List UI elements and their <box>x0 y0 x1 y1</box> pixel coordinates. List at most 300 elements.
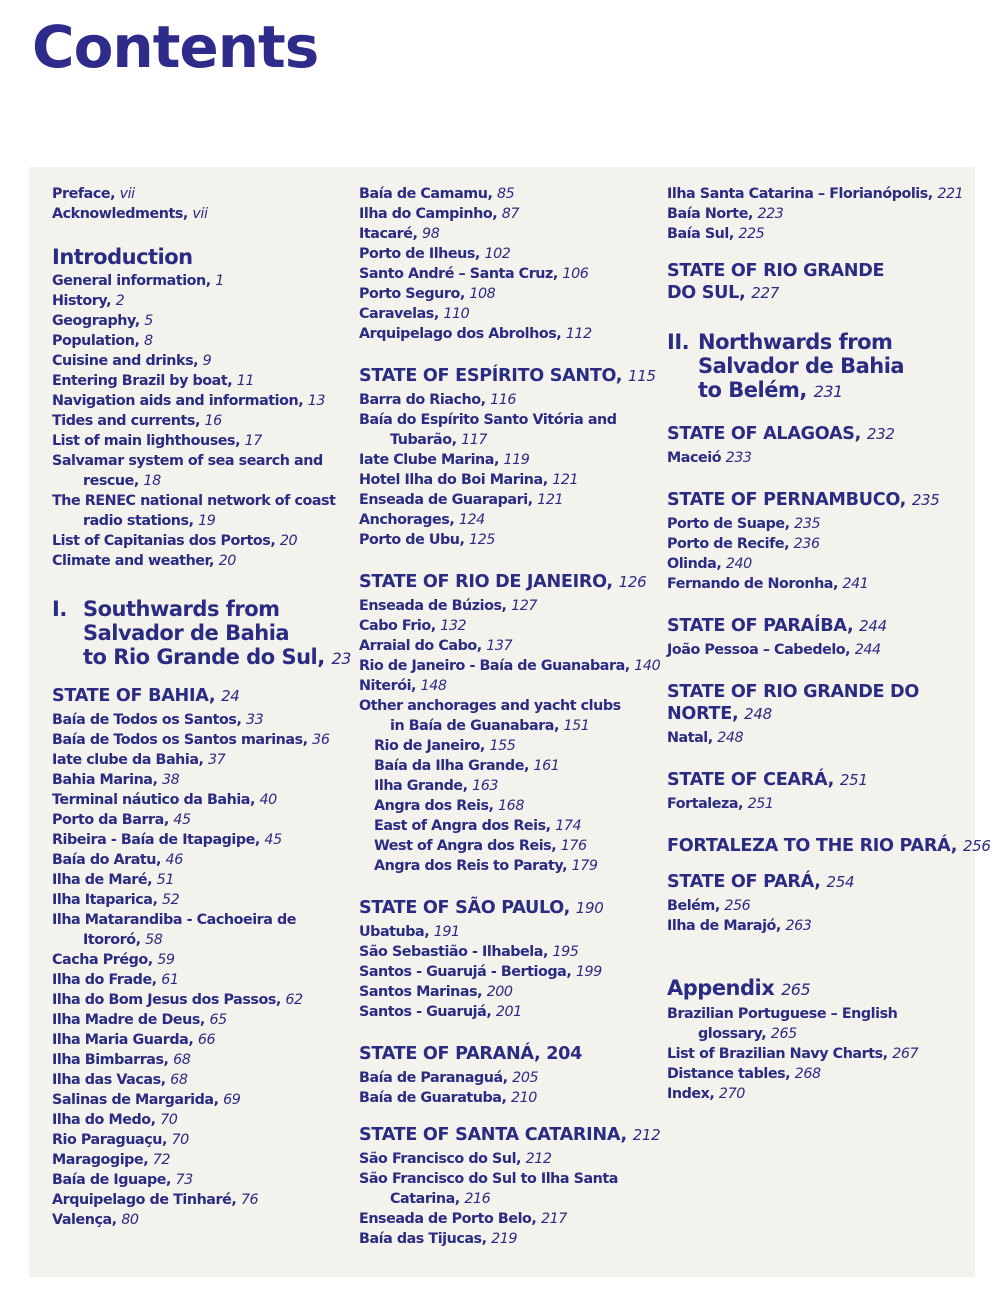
toc-column-1 <box>52 184 351 1230</box>
appendix-list <box>667 1004 957 1104</box>
toc-entry[interactable] <box>52 770 342 790</box>
pernambuco-section <box>667 489 957 594</box>
toc-page-number: 58 <box>145 932 163 948</box>
bahia-continued-list <box>359 184 649 344</box>
section-heading-parana[interactable]: STATE OF PARANÁ, 204 <box>359 1044 583 1064</box>
toc-entry[interactable] <box>359 1209 649 1229</box>
section-heading-bahia[interactable]: STATE OF BAHIA, 24 <box>52 686 240 706</box>
toc-entry-label: Ubatuba, <box>359 924 430 940</box>
toc-entry-label: Baía de Camamu, <box>359 186 493 202</box>
toc-entry[interactable] <box>52 331 342 351</box>
toc-entry[interactable] <box>359 736 649 756</box>
toc-page-number: 33 <box>245 712 264 728</box>
toc-entry[interactable] <box>667 448 957 468</box>
toc-entry-label: in Baía de Guanabara, <box>390 718 559 734</box>
toc-entry[interactable] <box>359 224 649 244</box>
toc-page-number: 240 <box>725 556 752 572</box>
toc-entry-continuation[interactable] <box>359 716 649 736</box>
toc-entry-label: Salinas de Margarida, <box>52 1092 219 1108</box>
toc-page-number: 76 <box>240 1192 259 1208</box>
toc-entry-continuation[interactable] <box>667 1024 957 1044</box>
toc-entry-label: Porto de Suape, <box>667 516 790 532</box>
toc-entry[interactable] <box>359 816 649 836</box>
toc-entry[interactable] <box>52 850 342 870</box>
santa-catarina-list <box>359 1149 649 1249</box>
bahia-list <box>52 710 342 1230</box>
toc-entry-label: Baía de Todos os Santos, <box>52 712 242 728</box>
toc-entry[interactable] <box>667 1004 957 1024</box>
para-list <box>667 896 957 936</box>
toc-page-number: 161 <box>533 758 560 774</box>
ceara-list <box>667 794 957 814</box>
toc-entry-label: Caravelas, <box>359 306 439 322</box>
toc-page-number: 65 <box>209 1012 227 1028</box>
espirito-santo-section <box>359 365 656 550</box>
toc-entry[interactable] <box>359 796 649 816</box>
toc-entry[interactable] <box>359 470 649 490</box>
toc-entry-label: Porto de Ubu, <box>359 532 465 548</box>
toc-entry-label: Santos - Guarujá - Bertioga, <box>359 964 572 980</box>
section-heading-fortaleza-rio-para[interactable]: FORTALEZA TO THE RIO PARÁ, 256 <box>667 836 991 856</box>
toc-entry[interactable] <box>667 184 964 204</box>
toc-page-number: 270 <box>718 1086 745 1102</box>
toc-page-number: 61 <box>161 972 179 988</box>
toc-entry-label: Belém, <box>667 898 720 914</box>
paraiba-section <box>667 615 957 660</box>
toc-page-number: 119 <box>503 452 530 468</box>
toc-entry[interactable] <box>52 431 342 451</box>
toc-entry[interactable] <box>359 184 649 204</box>
toc-entry-label: Ilha Matarandiba - Cachoeira de <box>52 912 297 928</box>
toc-entry[interactable] <box>52 1150 342 1170</box>
toc-entry-label: Ilha Bimbarras, <box>52 1052 169 1068</box>
toc-entry-label: The RENEC national network of coast <box>52 493 336 509</box>
toc-page-number: 40 <box>259 792 277 808</box>
toc-entry-label: Maceió <box>667 450 722 466</box>
toc-page-number: 17 <box>244 433 262 449</box>
toc-entry-label: Fortaleza, <box>667 796 744 812</box>
toc-page-number: 85 <box>496 186 515 202</box>
toc-entry[interactable] <box>52 790 342 810</box>
toc-entry-label: Baía de Todos os Santos marinas, <box>52 732 308 748</box>
toc-entry[interactable] <box>667 574 957 594</box>
toc-entry[interactable] <box>359 756 649 776</box>
toc-entry-label: Terminal náutico da Bahia, <box>52 792 255 808</box>
section-heading-pernambuco[interactable]: STATE OF PERNAMBUCO, 235 <box>667 490 940 510</box>
toc-entry-label: Niterói, <box>359 678 417 694</box>
toc-entry[interactable] <box>359 696 649 716</box>
toc-entry-continuation[interactable] <box>52 511 342 531</box>
toc-entry[interactable] <box>359 656 661 676</box>
toc-page-number: 265 <box>770 1026 797 1042</box>
toc-entry[interactable] <box>52 830 342 850</box>
toc-entry[interactable] <box>52 990 342 1010</box>
toc-entry-label: Itacaré, <box>359 226 418 242</box>
toc-page-number: 219 <box>491 1231 518 1247</box>
toc-page-number: 68 <box>170 1072 188 1088</box>
part-heading-southwards[interactable]: I. Southwards from Salvador de Bahia to Rio Grande do Sul, 23 <box>52 597 351 669</box>
toc-entry[interactable] <box>359 1229 649 1249</box>
toc-entry-label: Ilha Maria Guarda, <box>52 1032 194 1048</box>
toc-entry-label: Other anchorages and yacht clubs <box>359 698 621 714</box>
toc-entry-label: Angra dos Reis, <box>374 798 494 814</box>
introduction-section <box>52 245 342 571</box>
toc-entry[interactable] <box>359 776 649 796</box>
toc-page-number: 80 <box>121 1212 139 1228</box>
toc-page-number: 62 <box>285 992 303 1008</box>
toc-entry[interactable] <box>667 728 957 748</box>
toc-page-number: 191 <box>433 924 460 940</box>
toc-entry[interactable] <box>359 676 649 696</box>
toc-page-number: 210 <box>511 1090 537 1106</box>
toc-entry[interactable] <box>52 910 342 930</box>
toc-page-number: 106 <box>562 266 589 282</box>
toc-entry-label: Salvamar system of sea search and <box>52 453 323 469</box>
toc-entry[interactable] <box>667 896 957 916</box>
toc-entry[interactable] <box>52 730 342 750</box>
toc-entry-label: Hotel Ilha do Boi Marina, <box>359 472 548 488</box>
toc-page-number: 16 <box>204 413 222 429</box>
toc-entry-label: João Pessoa – Cabedelo, <box>667 642 851 658</box>
toc-entry[interactable] <box>359 450 649 470</box>
toc-entry-label: List of Brazilian Navy Charts, <box>667 1046 888 1062</box>
toc-entry[interactable] <box>359 982 649 1002</box>
toc-entry-label: List of main lighthouses, <box>52 433 241 449</box>
toc-entry[interactable] <box>667 204 957 224</box>
toc-page-number: 13 <box>307 393 326 409</box>
toc-entry[interactable] <box>52 1070 342 1090</box>
toc-entry[interactable] <box>359 1068 649 1088</box>
toc-entry[interactable] <box>52 491 342 511</box>
toc-entry-label: Ilha Madre de Deus, <box>52 1012 205 1028</box>
toc-page-number: 45 <box>173 812 191 828</box>
toc-page-number: 200 <box>486 984 513 1000</box>
toc-entry-label: List of Capitanias dos Portos, <box>52 533 276 549</box>
toc-entry[interactable] <box>359 324 649 344</box>
sao-paulo-list <box>359 922 649 1022</box>
toc-entry[interactable] <box>359 410 649 430</box>
toc-entry[interactable] <box>359 530 649 550</box>
toc-entry-label: Ribeira - Baía de Itapagipe, <box>52 832 260 848</box>
rio-grande-do-norte-section <box>667 681 957 748</box>
toc-entry[interactable] <box>359 1169 649 1189</box>
section-heading-introduction[interactable]: Introduction <box>52 245 193 269</box>
toc-page-number: 205 <box>512 1070 539 1086</box>
toc-entry-label: Baía Sul, <box>667 226 734 242</box>
parana-section <box>359 1043 649 1108</box>
toc-page-number: 68 <box>173 1052 191 1068</box>
toc-entry-label: Ilha do Campinho, <box>359 206 498 222</box>
toc-entry[interactable] <box>359 1149 649 1169</box>
toc-entry[interactable] <box>359 390 649 410</box>
toc-page-number: 121 <box>537 492 564 508</box>
alagoas-list <box>667 448 957 468</box>
section-heading-rio-de-janeiro[interactable]: STATE OF RIO DE JANEIRO, 126 <box>359 572 647 592</box>
toc-page-number: 1 <box>215 273 224 289</box>
toc-page-number: 102 <box>484 246 511 262</box>
toc-page-number: 174 <box>555 818 582 834</box>
toc-entry[interactable] <box>667 1064 957 1084</box>
toc-entry[interactable] <box>52 950 342 970</box>
toc-page-number: 9 <box>202 353 212 369</box>
toc-entry-label: Climate and weather, <box>52 553 215 569</box>
introduction-list <box>52 271 342 571</box>
section-heading-para[interactable]: STATE OF PARÁ, 254 <box>667 872 855 892</box>
toc-entry-label: Santos Marinas, <box>359 984 483 1000</box>
toc-entry[interactable] <box>359 510 649 530</box>
toc-page-number: 199 <box>575 964 602 980</box>
toc-entry-label: rescue, <box>83 473 139 489</box>
toc-entry[interactable] <box>52 1210 342 1230</box>
toc-entry[interactable] <box>359 204 649 224</box>
toc-entry-label: São Francisco do Sul, <box>359 1151 522 1167</box>
toc-page-number: 132 <box>440 618 467 634</box>
toc-entry-label: Entering Brazil by boat, <box>52 373 233 389</box>
section-heading-sao-paulo[interactable]: STATE OF SÃO PAULO, 190 <box>359 898 604 918</box>
toc-entry-label: Ilha de Marajó, <box>667 918 781 934</box>
toc-page-number: 236 <box>793 536 820 552</box>
toc-entry-label: Ilha das Vacas, <box>52 1072 166 1088</box>
toc-entry[interactable] <box>52 311 342 331</box>
toc-column-3 <box>667 184 991 1104</box>
toc-page-number: 195 <box>552 944 579 960</box>
ceara-section <box>667 769 957 814</box>
toc-entry-label: Ilha Grande, <box>374 778 468 794</box>
page-title: Contents <box>32 13 319 81</box>
toc-entry[interactable] <box>52 710 342 730</box>
toc-entry[interactable] <box>52 1030 342 1050</box>
toc-entry-label: Geography, <box>52 313 140 329</box>
toc-entry[interactable] <box>359 962 649 982</box>
toc-entry-continuation[interactable] <box>359 1189 649 1209</box>
toc-page-number: 256 <box>724 898 751 914</box>
toc-page-number: 137 <box>486 638 513 654</box>
toc-page-number: 45 <box>264 832 282 848</box>
toc-entry[interactable] <box>359 284 649 304</box>
toc-page-number: 176 <box>560 838 587 854</box>
toc-entry-label: Catarina, <box>390 1191 460 1207</box>
toc-page-number: 70 <box>160 1112 178 1128</box>
toc-page-number: 37 <box>208 752 226 768</box>
toc-entry-label: General information, <box>52 273 211 289</box>
toc-entry[interactable] <box>667 1044 957 1064</box>
section-heading-santa-catarina[interactable]: STATE OF SANTA CATARINA, 212 <box>359 1125 661 1145</box>
toc-entry[interactable] <box>52 890 342 910</box>
toc-page-number: 225 <box>738 226 765 242</box>
toc-entry[interactable] <box>359 304 649 324</box>
toc-page-number: 121 <box>552 472 579 488</box>
toc-page-number: 221 <box>937 186 964 202</box>
toc-entry-acknowledgments[interactable]: Acknowledments, vii <box>52 206 208 222</box>
toc-entry-label: Ilha Itaparica, <box>52 892 158 908</box>
toc-entry[interactable] <box>667 514 957 534</box>
toc-entry-label: Porto de Recife, <box>667 536 790 552</box>
toc-entry-label: Enseada de Guarapari, <box>359 492 533 508</box>
parana-list <box>359 1068 649 1108</box>
toc-entry[interactable] <box>52 291 342 311</box>
toc-entry[interactable] <box>52 351 342 371</box>
toc-entry[interactable] <box>667 794 957 814</box>
toc-entry-label: Tubarão, <box>390 432 457 448</box>
section-heading-ceara[interactable]: STATE OF CEARÁ, 251 <box>667 770 868 790</box>
para-section <box>667 871 957 936</box>
toc-page-number: 235 <box>794 516 821 532</box>
appendix-section <box>667 976 957 1104</box>
toc-entry-continuation[interactable] <box>52 930 342 950</box>
toc-entry[interactable] <box>359 490 649 510</box>
toc-page-number: 2 <box>115 293 125 309</box>
toc-page-number: 217 <box>540 1211 567 1227</box>
toc-entry-label: Ilha de Maré, <box>52 872 153 888</box>
toc-entry[interactable] <box>52 750 342 770</box>
toc-entry-label: Porto da Barra, <box>52 812 169 828</box>
toc-entry-label: West of Angra dos Reis, <box>374 838 557 854</box>
toc-entry[interactable] <box>359 636 649 656</box>
toc-entry[interactable] <box>52 970 342 990</box>
toc-entry-label: Enseada de Búzios, <box>359 598 507 614</box>
toc-entry[interactable] <box>359 942 649 962</box>
section-heading-paraiba[interactable]: STATE OF PARAÍBA, 244 <box>667 616 887 636</box>
toc-entry[interactable] <box>52 1010 342 1030</box>
toc-entry[interactable] <box>667 916 957 936</box>
toc-entry[interactable] <box>359 596 649 616</box>
toc-page-number: 268 <box>794 1066 821 1082</box>
toc-entry[interactable] <box>667 554 957 574</box>
toc-entry-label: Baía das Tijucas, <box>359 1231 487 1247</box>
toc-entry[interactable] <box>52 271 342 291</box>
toc-entry[interactable] <box>667 534 957 554</box>
toc-page-number: 66 <box>197 1032 216 1048</box>
toc-entry[interactable] <box>52 451 342 471</box>
toc-page-number: 163 <box>472 778 499 794</box>
toc-entry-label: Porto de Ilheus, <box>359 246 480 262</box>
toc-entry-label: Arraial do Cabo, <box>359 638 482 654</box>
toc-entry-preface[interactable]: Preface, vii <box>52 186 135 202</box>
toc-entry-label: Index, <box>667 1086 715 1102</box>
toc-page-number: 8 <box>144 333 153 349</box>
toc-column-2 <box>359 184 661 1249</box>
toc-entry-label: Tides and currents, <box>52 413 200 429</box>
toc-entry-label: Baía de Paranaguá, <box>359 1070 508 1086</box>
toc-entry-label: Arquipelago de Tinharé, <box>52 1192 237 1208</box>
toc-entry[interactable] <box>359 1088 649 1108</box>
toc-entry-label: glossary, <box>698 1026 767 1042</box>
toc-entry-label: Fernando de Noronha, <box>667 576 838 592</box>
toc-page-number: 168 <box>498 798 524 814</box>
section-heading-rio-grande-do-norte[interactable]: STATE OF RIO GRANDE DO NORTE, 248 <box>667 682 920 724</box>
toc-entry-label: Cacha Prégo, <box>52 952 153 968</box>
toc-entry[interactable] <box>52 1190 342 1210</box>
toc-entry[interactable] <box>359 264 649 284</box>
toc-entry-label: Baía de Iguape, <box>52 1172 171 1188</box>
toc-page-number: 108 <box>469 286 496 302</box>
toc-entry[interactable] <box>52 1110 342 1130</box>
paraiba-list <box>667 640 957 660</box>
toc-entry-continuation[interactable] <box>52 471 342 491</box>
toc-page-number: 124 <box>458 512 485 528</box>
toc-entry[interactable] <box>359 836 649 856</box>
toc-entry[interactable] <box>52 551 342 571</box>
toc-entry[interactable] <box>52 1130 342 1150</box>
toc-page-number: 38 <box>162 772 180 788</box>
section-heading-alagoas[interactable]: STATE OF ALAGOAS, 232 <box>667 424 895 444</box>
toc-entry[interactable] <box>52 1050 342 1070</box>
toc-page-number: 52 <box>162 892 180 908</box>
toc-entry-label: Ilha do Bom Jesus dos Passos, <box>52 992 281 1008</box>
toc-entry[interactable] <box>52 1170 342 1190</box>
toc-page-number: 127 <box>511 598 538 614</box>
rio-de-janeiro-list <box>359 596 661 736</box>
toc-entry[interactable] <box>359 922 649 942</box>
toc-entry[interactable] <box>667 640 957 660</box>
toc-entry[interactable] <box>359 1002 649 1022</box>
toc-page-number: 263 <box>785 918 812 934</box>
toc-entry[interactable] <box>667 1084 957 1104</box>
toc-page-number: 110 <box>443 306 470 322</box>
toc-page-number: 46 <box>165 852 183 868</box>
toc-entry[interactable] <box>52 531 342 551</box>
toc-entry-label: Rio de Janeiro - Baía de Guanabara, <box>359 658 630 674</box>
front-matter <box>52 184 342 224</box>
section-heading-espirito-santo[interactable]: STATE OF ESPÍRITO SANTO, 115 <box>359 366 656 386</box>
toc-entry-label: Arquipelago dos Abrolhos, <box>359 326 562 342</box>
toc-entry-label: Distance tables, <box>667 1066 791 1082</box>
toc-entry-continuation[interactable] <box>359 430 649 450</box>
toc-entry[interactable] <box>52 1090 342 1110</box>
toc-entry-label: Navigation aids and information, <box>52 393 304 409</box>
toc-entry-label: Barra do Riacho, <box>359 392 486 408</box>
toc-entry-label: Baía da Ilha Grande, <box>374 758 529 774</box>
toc-page-number: 125 <box>469 532 495 548</box>
toc-entry-label: East of Angra dos Reis, <box>374 818 551 834</box>
toc-entry-label: History, <box>52 293 112 309</box>
toc-page-number: 11 <box>236 373 255 389</box>
toc-page-number: 155 <box>489 738 516 754</box>
toc-entry[interactable] <box>667 224 957 244</box>
toc-page-number: 112 <box>565 326 592 342</box>
toc-entry[interactable] <box>52 371 342 391</box>
part-heading-northwards[interactable]: II. Northwards from Salvador de Bahia to Belém, 231 <box>667 330 905 402</box>
toc-entry-label: Rio Paraguaçu, <box>52 1132 167 1148</box>
toc-entry-label: Cabo Frio, <box>359 618 436 634</box>
espirito-santo-list <box>359 390 649 550</box>
sao-paulo-section <box>359 897 649 1022</box>
toc-page-number: 5 <box>144 313 153 329</box>
toc-entry[interactable] <box>359 616 649 636</box>
toc-page-number: 19 <box>198 513 216 529</box>
toc-page-number: 251 <box>747 796 774 812</box>
toc-entry-label: Itororó, <box>83 932 141 948</box>
toc-entry[interactable] <box>52 391 342 411</box>
toc-entry-label: Angra dos Reis to Paraty, <box>374 858 568 874</box>
toc-page-number: 98 <box>422 226 440 242</box>
toc-entry-label: Baía de Guaratuba, <box>359 1090 507 1106</box>
toc-page-number: 20 <box>279 533 298 549</box>
toc-entry[interactable] <box>359 856 649 876</box>
section-heading-rio-grande-do-sul[interactable]: STATE OF RIO GRANDE DO SUL, 227 <box>667 261 885 303</box>
toc-entry[interactable] <box>52 810 342 830</box>
santa-catarina-continued-list <box>667 184 964 244</box>
toc-entry-label: Cuisine and drinks, <box>52 353 199 369</box>
section-heading-appendix[interactable]: Appendix 265 <box>667 976 811 1000</box>
toc-page-number: 244 <box>854 642 881 658</box>
toc-entry[interactable] <box>52 870 342 890</box>
toc-entry-label: Population, <box>52 333 140 349</box>
toc-page-number: 201 <box>495 1004 522 1020</box>
toc-entry[interactable] <box>52 411 342 431</box>
toc-page-number: 248 <box>717 730 744 746</box>
toc-entry[interactable] <box>359 244 649 264</box>
